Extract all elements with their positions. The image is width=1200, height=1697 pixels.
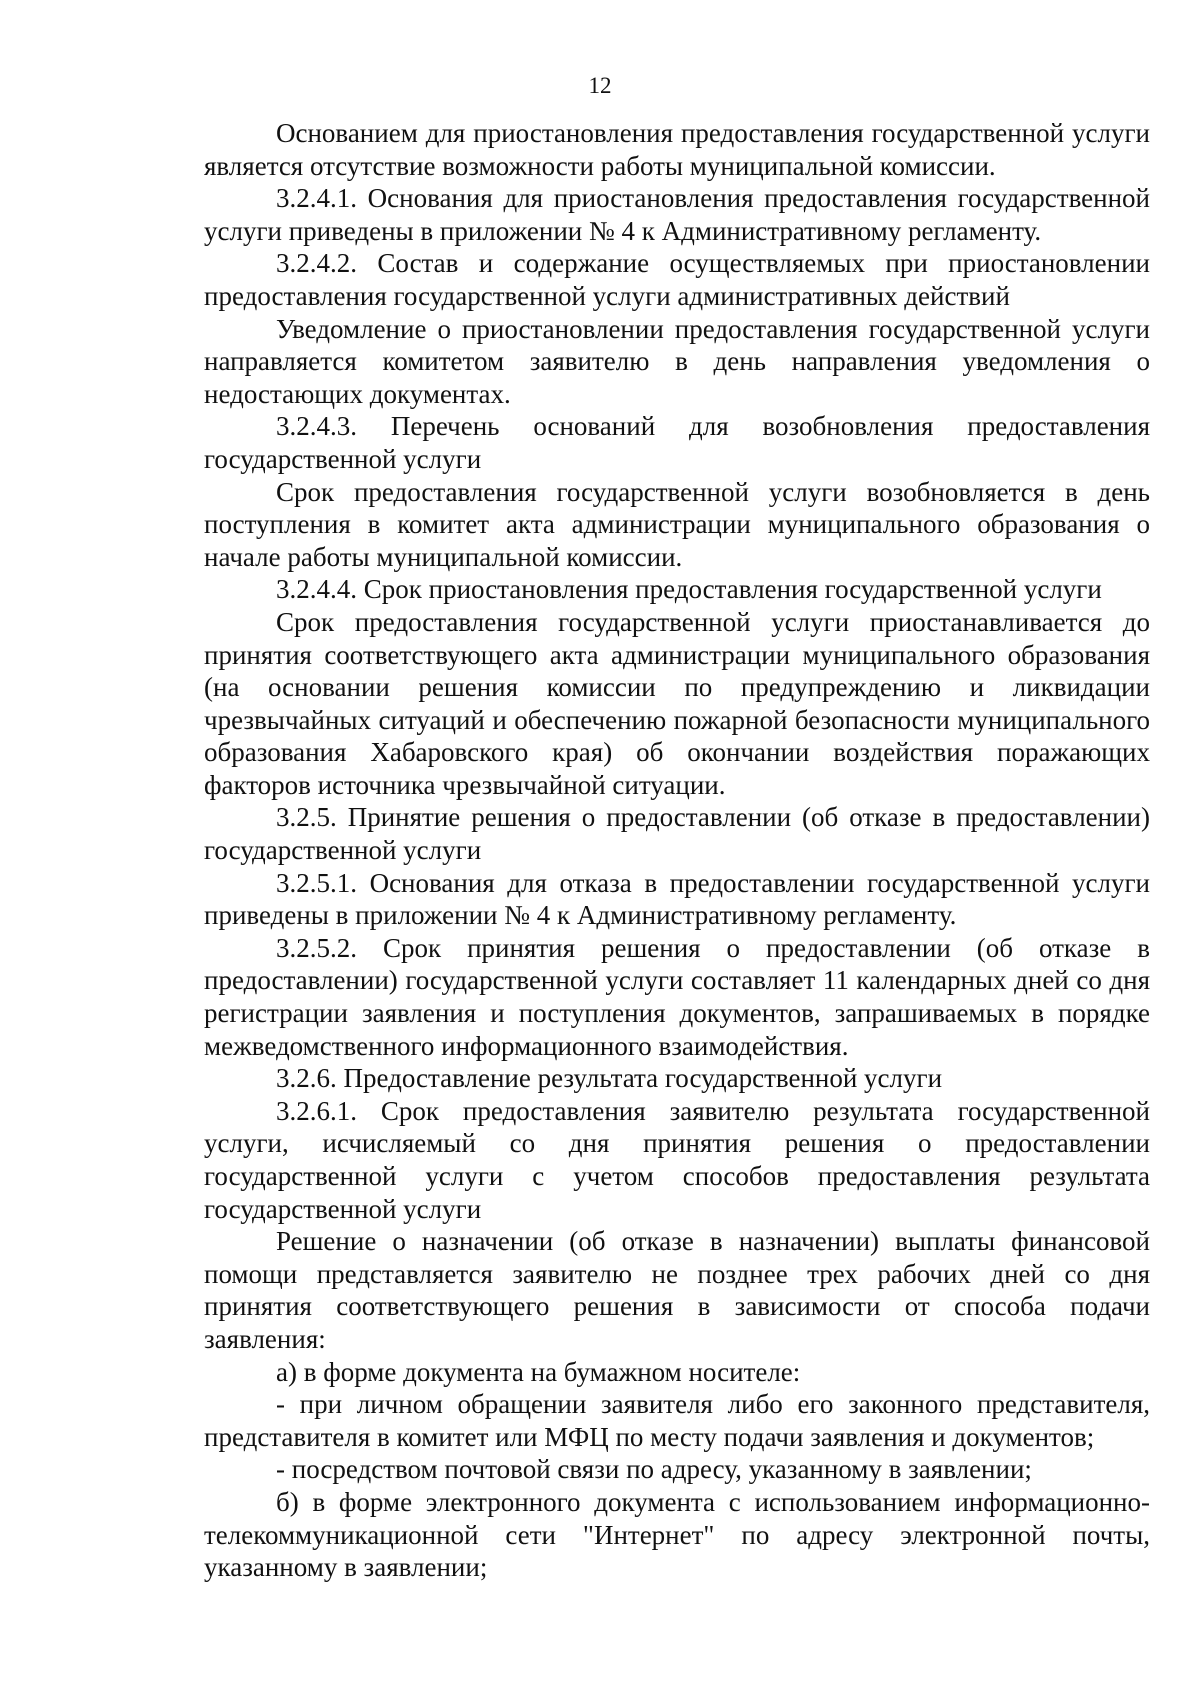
paragraph: Срок предоставления государственной услуги возобновляется в день поступления в комитет акта администрации муниципального образования о начале работы муниципальной комиссии. — [204, 476, 1150, 572]
paragraph: 3.2.4.4. Срок приостановления предоставления государственной услуги — [276, 574, 1102, 605]
paragraph: 3.2.5. Принятие решения о предоставлении (об отказе в предоставлении) государственной услуги — [204, 802, 1150, 866]
paragraph: 3.2.4.2. Состав и содержание осуществляемых при приостановлении предоставления государственной услуги административных действий — [204, 248, 1150, 311]
paragraph: Решение о назначении (об отказе в назначении) выплаты финансовой помощи представляется заявителю не позднее трех рабочих дней со дня принятия соответствующего решения в зависимости от способа подачи заявления: — [204, 1226, 1150, 1354]
paragraph: 3.2.4.3. Перечень оснований для возобновления предоставления государственной услуги — [204, 411, 1150, 474]
paragraph: 3.2.4.1. Основания для приостановления предоставления государственной услуги приведены в приложении № 4 к Административному регламенту. — [204, 183, 1150, 246]
paragraph: 3.2.6. Предоставление результата государственной услуги — [276, 1063, 943, 1094]
paragraph: а) в форме документа на бумажном носителе: — [276, 1356, 801, 1387]
paragraph: б) в форме электронного документа с использованием информационно-телекоммуникационной сети "Интернет" по адресу электронной почты, указанному в заявлении; — [204, 1486, 1150, 1583]
paragraph: Уведомление о приостановлении предоставления государственной услуги направляется комитетом заявителю в день направления уведомления о недостающих документах. — [204, 313, 1150, 409]
page-number: 12 — [588, 73, 612, 98]
paragraph: 3.2.6.1. Срок предоставления заявителю результата государственной услуги, исчисляемый со дня принятия решения о предоставлении государственной услуги с учетом способов предоставления результата государственной услуги — [204, 1095, 1150, 1224]
paragraph: - посредством почтовой связи по адресу, указанному в заявлении; — [276, 1454, 1032, 1485]
document-body — [204, 117, 1150, 1584]
paragraph: Срок предоставления государственной услуги приостанавливается до принятия соответствующего акта администрации муниципального образования (на основании решения комиссии по предупреждению и ликвидации чрезвычайных ситуаций и обеспечению пожарной безопасности муниципального образования Хабаровского края) об окончании воздействия поражающих факторов источника чрезвычайной ситуации. — [204, 606, 1150, 800]
paragraph: 3.2.5.2. Срок принятия решения о предоставлении (об отказе в предоставлении) государственной услуги составляет 11 календарных дней со дня регистрации заявления и поступления документов, запрашиваемых в порядке межведомственного информационного взаимодействия. — [204, 932, 1150, 1061]
paragraph: Основанием для приостановления предоставления государственной услуги является отсутствие возможности работы муниципальной комиссии. — [204, 118, 1150, 181]
paragraph: 3.2.5.1. Основания для отказа в предоставлении государственной услуги приведены в приложении № 4 к Административному регламенту. — [204, 867, 1150, 931]
paragraph: - при личном обращении заявителя либо его законного представителя, представителя в комитет или МФЦ по месту подачи заявления и документов; — [204, 1389, 1150, 1452]
